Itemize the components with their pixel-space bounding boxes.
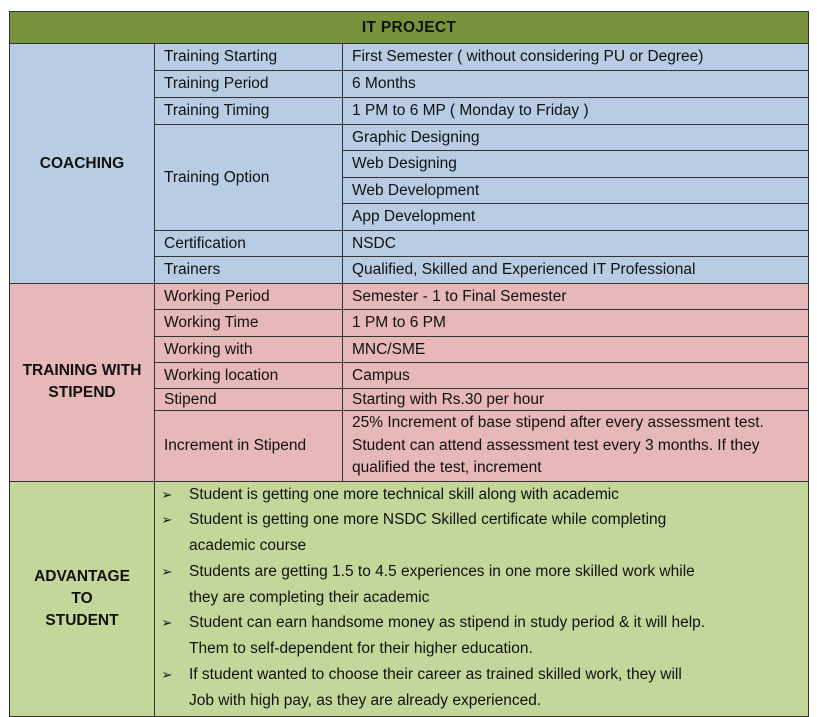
- arrow-bullet-icon: ➢: [161, 486, 173, 502]
- list-item-text: Student is getting one more NSDC Skilled certificate while completing: [189, 511, 667, 529]
- table-title: IT PROJECT: [10, 12, 809, 44]
- list-item-text: they are completing their academic: [189, 588, 430, 606]
- row-value: 1 PM to 6 PM: [343, 310, 809, 337]
- increment-line: 25% Increment of base stipend after every assessment test.: [352, 414, 764, 431]
- row-value: MNC/SME: [343, 337, 809, 363]
- row-value: Campus: [343, 363, 809, 389]
- row-label: Working Period: [155, 284, 343, 310]
- row-value: Starting with Rs.30 per hour: [343, 389, 809, 411]
- list-item: [161, 507, 800, 559]
- row-label: Working with: [155, 337, 343, 363]
- training-option-item: Web Development: [343, 178, 809, 204]
- row-label: Trainers: [155, 257, 343, 284]
- row-label: Certification: [155, 231, 343, 257]
- advantage-list: [155, 482, 808, 716]
- row-value: NSDC: [343, 231, 809, 257]
- row-label: Working location: [155, 363, 343, 389]
- section-coaching: COACHING: [10, 44, 155, 284]
- row-label: Stipend: [155, 389, 343, 411]
- arrow-bullet-icon: ➢: [161, 615, 173, 631]
- arrow-bullet-icon: ➢: [161, 667, 173, 683]
- it-project-table: [9, 11, 809, 717]
- list-item-text: Student is getting one more technical skill along with academic: [189, 485, 619, 503]
- list-item: [161, 662, 800, 714]
- row-label: Training Timing: [155, 98, 343, 125]
- list-item-text: Them to self-dependent for their higher education.: [189, 640, 533, 658]
- training-option-label: Training Option: [155, 125, 343, 231]
- row-label: Working Time: [155, 310, 343, 337]
- list-item: [161, 559, 800, 611]
- section-line: STUDENT: [45, 611, 119, 629]
- training-option-item: Graphic Designing: [343, 125, 809, 151]
- list-item-text: Students are getting 1.5 to 4.5 experiences in one more skilled work while: [189, 562, 695, 580]
- section-line: STIPEND: [48, 384, 116, 402]
- section-line: ADVANTAGE: [34, 567, 130, 585]
- row-value: Semester - 1 to Final Semester: [343, 284, 809, 310]
- section-training-with-stipend: [10, 284, 155, 482]
- training-option-item: App Development: [343, 204, 809, 231]
- increment-line: qualified the test, increment: [352, 459, 542, 476]
- list-item: [161, 482, 800, 508]
- increment-line: Student can attend assessment test every 3 months. If they: [352, 436, 760, 454]
- training-option-item: Web Designing: [343, 151, 809, 178]
- row-value: 6 Months: [343, 71, 809, 98]
- arrow-bullet-icon: ➢: [161, 563, 173, 579]
- section-line: TRAINING WITH: [22, 362, 142, 380]
- row-label: Training Starting: [155, 44, 343, 71]
- list-item-text: academic course: [189, 537, 307, 555]
- increment-label: Increment in Stipend: [155, 411, 343, 482]
- advantage-list-cell: [155, 481, 809, 716]
- list-item-text: Job with high pay, as they are already experienced.: [189, 691, 542, 709]
- row-value: 1 PM to 6 MP ( Monday to Friday ): [343, 98, 809, 125]
- increment-value: [343, 411, 809, 482]
- row-label: Training Period: [155, 71, 343, 98]
- section-advantage-to-student: [10, 481, 155, 716]
- arrow-bullet-icon: ➢: [161, 512, 173, 528]
- row-value: Qualified, Skilled and Experienced IT Professional: [343, 257, 809, 284]
- list-item: [161, 610, 800, 662]
- list-item-text: Student can earn handsome money as stipend in study period & it will help.: [189, 614, 706, 632]
- list-item-text: If student wanted to choose their career as trained skilled work, they will: [189, 666, 682, 684]
- section-line: TO: [71, 589, 93, 607]
- row-value: First Semester ( without considering PU or Degree): [343, 44, 809, 71]
